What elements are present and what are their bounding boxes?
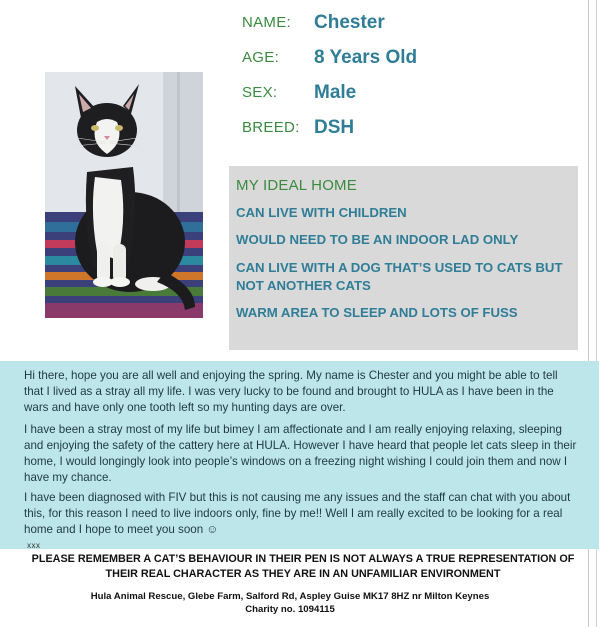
behaviour-notice: PLEASE REMEMBER A CAT’S BEHAVIOUR IN THEIR PEN IS NOT ALWAYS A TRUE REPRESENTATION OF THEIR REAL CHARACTER AS THEY ARE IN AN UNFAMILIAR ENVIRONMENT bbox=[31, 553, 575, 580]
story-section bbox=[0, 361, 599, 549]
ideal-home-item: WARM AREA TO SLEEP AND LOTS OF FUSS bbox=[236, 305, 518, 320]
ideal-home-box bbox=[229, 166, 578, 350]
age-label: AGE: bbox=[242, 49, 280, 66]
cat-photo bbox=[45, 72, 203, 318]
breed-label: BREED: bbox=[242, 119, 300, 136]
age-value: 8 Years Old bbox=[314, 47, 418, 68]
sex-value: Male bbox=[314, 82, 357, 103]
story-paragraph: Hi there, hope you are all well and enjoying the spring. My name is Chester and you might be able to tell that I lived as a stray all my life. I was very lucky to be found and brought to HULA as I have been in the wars and have only one tooth left so my hunting days are over. bbox=[24, 369, 558, 414]
ideal-home-item: CAN LIVE WITH A DOG THAT’S USED TO CATS BUT NOT ANOTHER CATS bbox=[236, 260, 563, 293]
story-paragraph: I have been diagnosed with FIV but this is not causing me any issues and the staff can chat with you about this, for this reason I need to live indoors only, fine by me!! Well I am really excited to be looking for a real home and I hope to meet you soon ☺ bbox=[24, 491, 571, 536]
footer-charity-number: Charity no. 1094115 bbox=[245, 604, 335, 615]
name-label: NAME: bbox=[242, 14, 292, 31]
name-value: Chester bbox=[314, 12, 385, 33]
ideal-home-item: CAN LIVE WITH CHILDREN bbox=[236, 205, 407, 220]
ideal-home-item: WOULD NEED TO BE AN INDOOR LAD ONLY bbox=[236, 232, 519, 247]
ideal-home-title: MY IDEAL HOME bbox=[236, 177, 357, 194]
story-paragraph: I have been a stray most of my life but bimey I am affectionate and I am really enjoying relaxing, sleeping and enjoying the safety of the cattery here at HULA. However I have heard that people let cats sleep in their home, I would longingly look into people’s windows on a freezing night wishing I could join them and now I have my chance. bbox=[24, 423, 577, 484]
breed-value: DSH bbox=[314, 117, 355, 138]
signoff-kisses: xxx bbox=[27, 541, 41, 550]
footer-address: Hula Animal Rescue, Glebe Farm, Salford Rd, Aspley Guise MK17 8HZ nr Milton Keynes bbox=[90, 591, 490, 602]
footer bbox=[60, 590, 520, 616]
sex-label: SEX: bbox=[242, 84, 278, 101]
